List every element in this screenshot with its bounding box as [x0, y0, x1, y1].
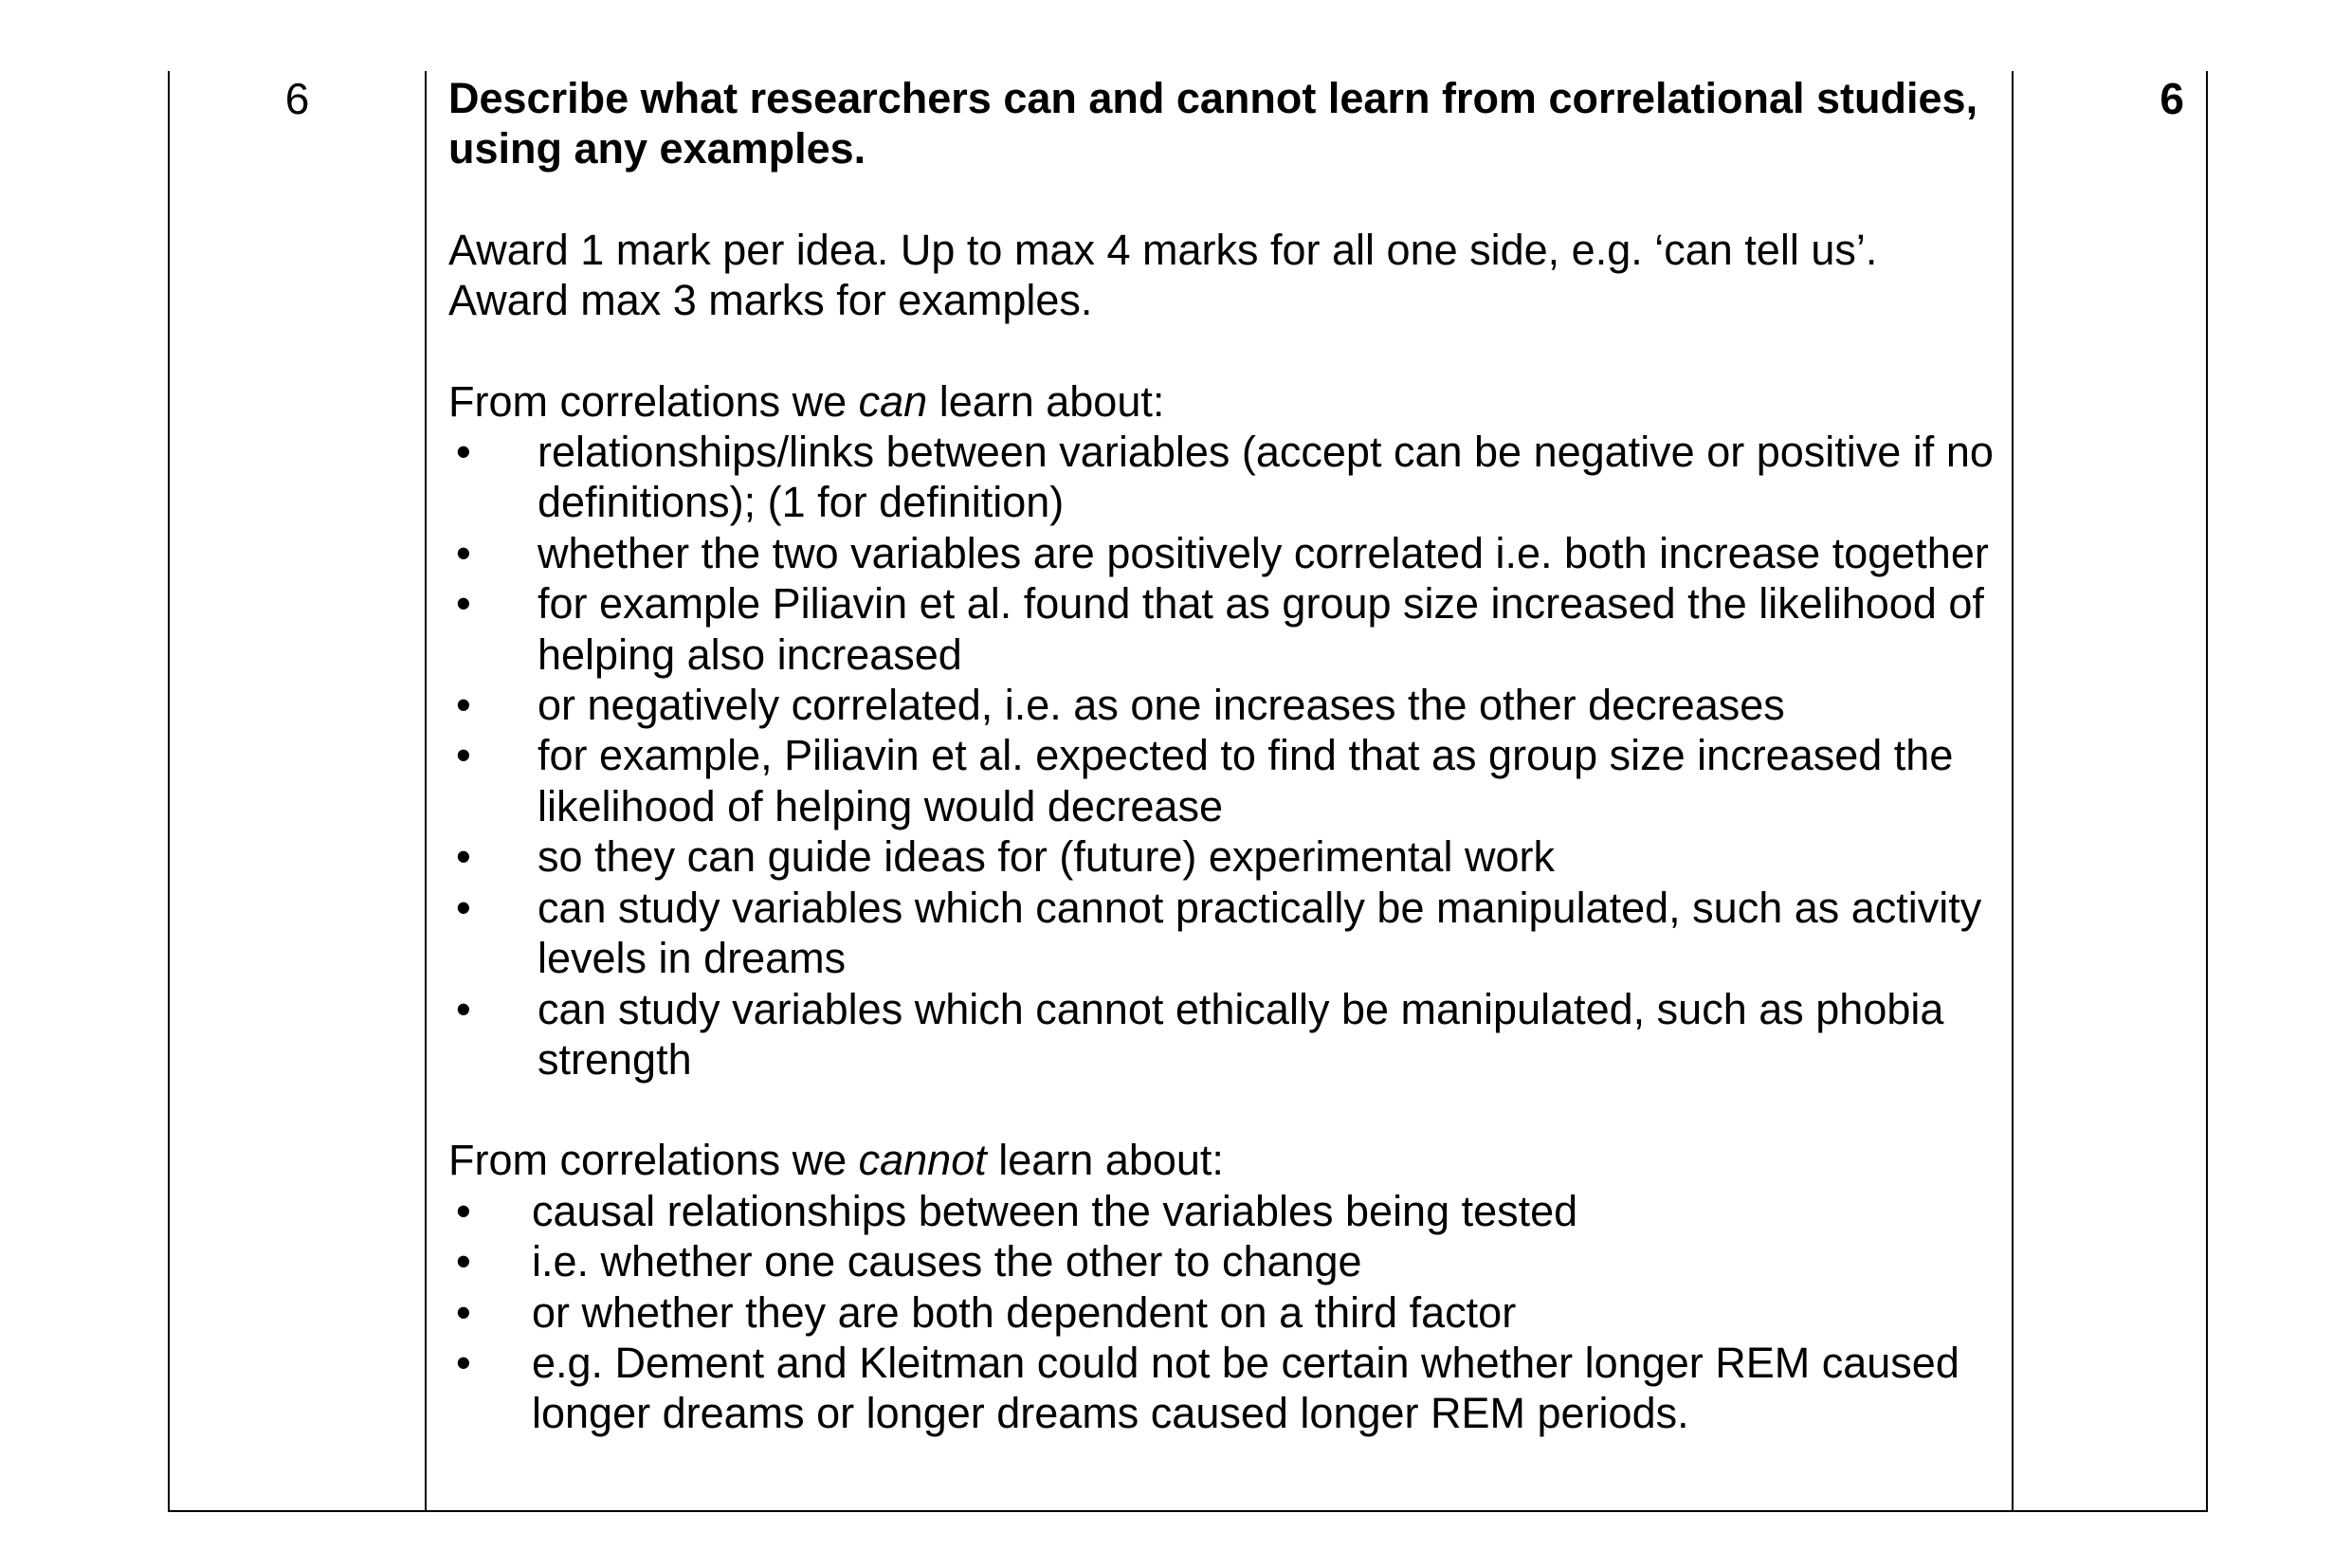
list-item: • so they can guide ideas for (future) experimental work — [448, 831, 2003, 882]
list-item: • for example Piliavin et al. found that as group size increased the likelihood of helping also increased — [448, 578, 2003, 680]
list-item: • whether the two variables are positively correlated i.e. both increase together — [448, 528, 2003, 578]
mark-scheme-table — [168, 71, 2208, 1512]
can-section-heading: From correlations we can learn about: — [448, 376, 1165, 426]
column-divider — [425, 71, 427, 1510]
list-item: • can study variables which cannot ethically be manipulated, such as phobia strength — [448, 984, 2003, 1085]
list-item: • or negatively correlated, i.e. as one increases the other decreases — [448, 680, 2003, 730]
answer-cell — [448, 73, 2003, 1439]
list-item: • relationships/links between variables (accept can be negative or positive if no definitions); (1 for definition) — [448, 427, 2003, 528]
list-item: • can study variables which cannot practically be manipulated, such as activity levels in dreams — [448, 883, 2003, 984]
cannot-list — [448, 1186, 2003, 1439]
question-number: 6 — [284, 74, 310, 123]
question-prompt: Describe what researchers can and cannot learn from correlational studies, using any examples. — [448, 74, 1978, 173]
can-list — [448, 427, 2003, 1085]
list-item: • i.e. whether one causes the other to change — [448, 1236, 2003, 1286]
guidance-line-2: Award max 3 marks for examples. — [448, 276, 1093, 325]
cannot-section-heading: From correlations we cannot learn about: — [448, 1136, 1224, 1185]
list-item: • for example, Piliavin et al. expected to find that as group size increased the likelihood of helping would decrease — [448, 730, 2003, 831]
list-item: • causal relationships between the variables being tested — [448, 1186, 2003, 1236]
guidance-line-1: Award 1 mark per idea. Up to max 4 marks for all one side, e.g. ‘can tell us’. — [448, 225, 1878, 274]
column-divider — [2012, 71, 2014, 1510]
list-item: • or whether they are both dependent on a third factor — [448, 1287, 2003, 1338]
marks-total: 6 — [2160, 74, 2184, 123]
list-item: • e.g. Dement and Kleitman could not be certain whether longer REM caused longer dreams or longer dreams caused longer REM periods. — [448, 1338, 2003, 1439]
